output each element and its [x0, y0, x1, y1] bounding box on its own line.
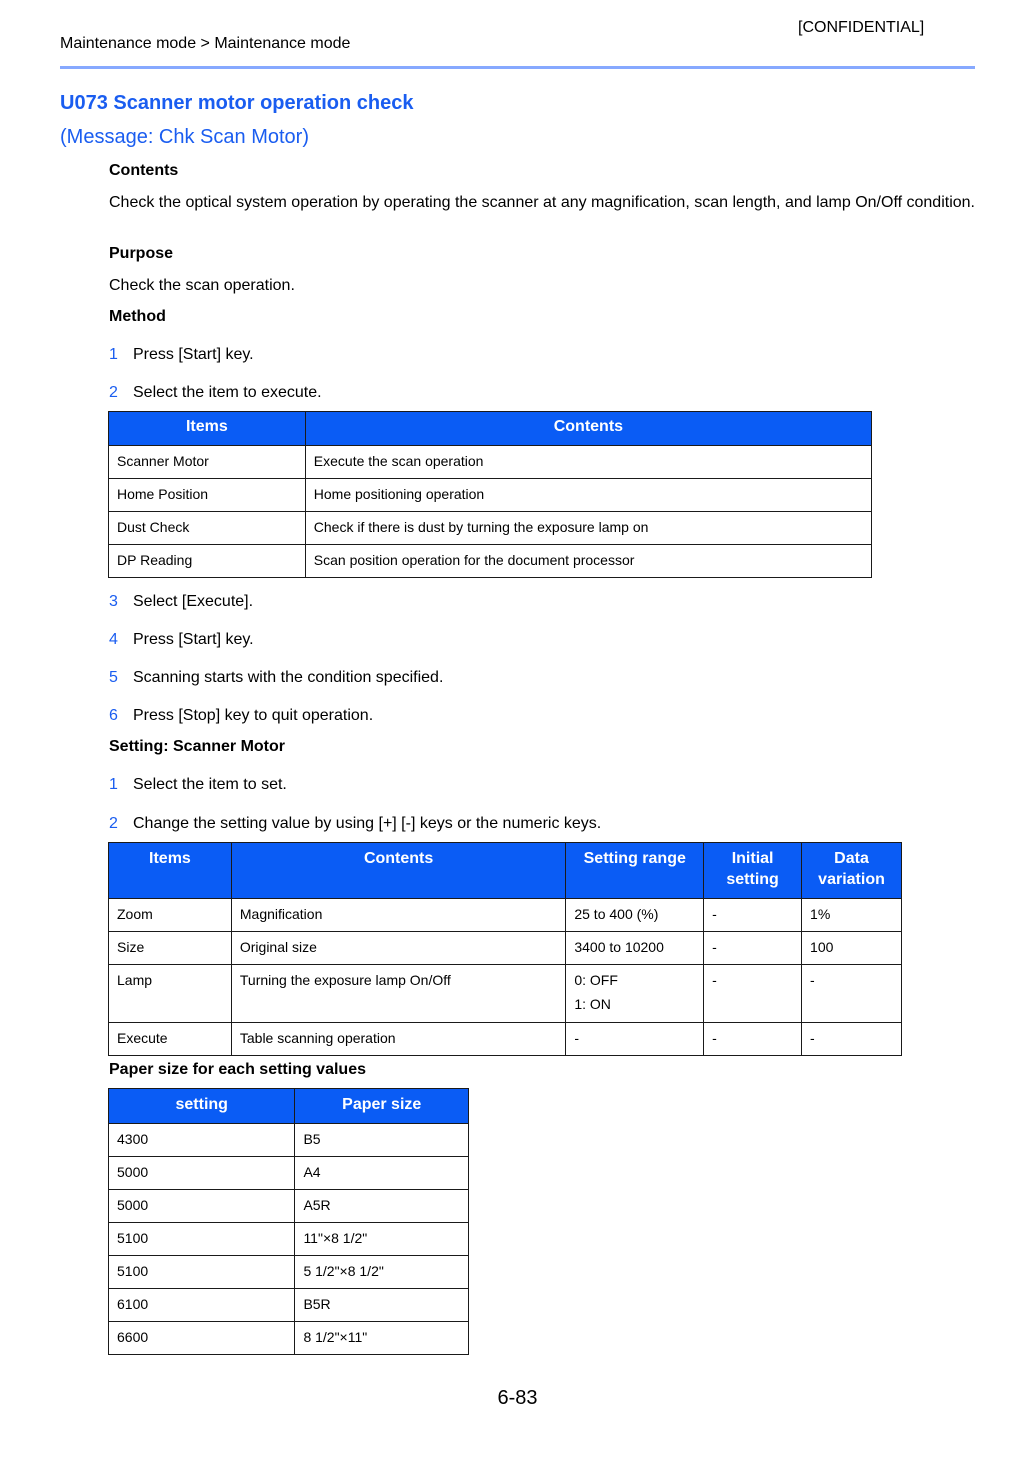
table-cell: Table scanning operation	[231, 1023, 565, 1056]
table-header-row	[109, 412, 872, 446]
table-row	[109, 1289, 469, 1322]
table-cell: Execute the scan operation	[305, 446, 871, 479]
step-number: 4	[109, 631, 118, 648]
table-row	[109, 965, 902, 1023]
step-text: Select the item to execute.	[133, 384, 322, 401]
table-row	[109, 545, 872, 578]
header-line: setting	[726, 871, 779, 888]
table-header-row	[109, 1089, 469, 1124]
table-cell: 5000	[109, 1190, 295, 1223]
table-cell: 5000	[109, 1157, 295, 1190]
table-cell: Check if there is dust by turning the exposure lamp on	[305, 512, 871, 545]
table-header-cell: Items	[109, 412, 306, 446]
table-header-cell: Paper size	[295, 1089, 469, 1124]
step-text: Press [Stop] key to quit operation.	[133, 707, 374, 724]
table-cell: -	[704, 932, 802, 965]
table-cell: 25 to 400 (%)	[566, 899, 704, 932]
table-cell: A4	[295, 1157, 469, 1190]
table-cell	[566, 965, 704, 1023]
table-header-cell: Contents	[305, 412, 871, 446]
setting-heading: Setting: Scanner Motor	[109, 738, 286, 755]
page-number: 6-83	[497, 1387, 538, 1409]
step-number: 2	[109, 384, 118, 401]
table-header-cell: Contents	[231, 843, 565, 899]
method-heading: Method	[109, 308, 166, 325]
table-cell: DP Reading	[109, 545, 306, 578]
table-row	[109, 1023, 902, 1056]
header-divider	[60, 66, 975, 69]
page-title: U073 Scanner motor operation check	[60, 92, 414, 114]
table-cell: Size	[109, 932, 232, 965]
table-cell: Scanner Motor	[109, 446, 306, 479]
contents-text: Check the optical system operation by operating the scanner at any magnification, scan length, and lamp On/Off condition.	[109, 194, 975, 211]
table-cell: 5100	[109, 1256, 295, 1289]
setting-table	[108, 842, 902, 1056]
table-row	[109, 899, 902, 932]
method-step	[109, 384, 322, 402]
table-header-cell: Items	[109, 843, 232, 899]
page-subtitle: (Message: Chk Scan Motor)	[60, 126, 309, 148]
table-cell: 11"×8 1/2"	[295, 1223, 469, 1256]
method-step	[109, 593, 253, 611]
step-number: 1	[109, 346, 118, 363]
table-header-cell	[704, 843, 802, 899]
step-number: 3	[109, 593, 118, 610]
table-cell: Magnification	[231, 899, 565, 932]
table-cell: B5	[295, 1124, 469, 1157]
table-row	[109, 1256, 469, 1289]
method-step	[109, 631, 254, 649]
method-step	[109, 669, 443, 687]
table-cell: 3400 to 10200	[566, 932, 704, 965]
table-header-row	[109, 843, 902, 899]
step-number: 1	[109, 776, 118, 793]
table-cell: A5R	[295, 1190, 469, 1223]
table-header-cell	[802, 843, 902, 899]
paper-size-heading: Paper size for each setting values	[109, 1061, 366, 1078]
table-row	[109, 512, 872, 545]
paper-size-table	[108, 1088, 469, 1355]
step-text: Press [Start] key.	[133, 631, 254, 648]
purpose-text: Check the scan operation.	[109, 277, 295, 294]
table-row	[109, 1223, 469, 1256]
table-cell: Zoom	[109, 899, 232, 932]
breadcrumb: Maintenance mode > Maintenance mode	[60, 35, 351, 52]
step-number: 2	[109, 815, 118, 832]
confidential-label: [CONFIDENTIAL]	[798, 19, 925, 36]
table-cell: 5 1/2"×8 1/2"	[295, 1256, 469, 1289]
table-cell: Dust Check	[109, 512, 306, 545]
step-text: Scanning starts with the condition specified.	[133, 669, 444, 686]
table-cell: 6600	[109, 1322, 295, 1355]
setting-step	[109, 815, 601, 833]
table-cell: B5R	[295, 1289, 469, 1322]
execute-items-table	[108, 411, 872, 578]
table-cell: Execute	[109, 1023, 232, 1056]
table-cell: 1%	[802, 899, 902, 932]
setting-step	[109, 776, 287, 794]
table-cell: -	[802, 1023, 902, 1056]
step-text: Press [Start] key.	[133, 346, 254, 363]
step-text: Select [Execute].	[133, 593, 254, 610]
table-row	[109, 479, 872, 512]
table-cell: 8 1/2"×11"	[295, 1322, 469, 1355]
table-header-cell: Setting range	[566, 843, 704, 899]
table-cell: Original size	[231, 932, 565, 965]
step-text: Select the item to set.	[133, 776, 287, 793]
table-row	[109, 446, 872, 479]
table-cell: Scan position operation for the document processor	[305, 545, 871, 578]
method-step	[109, 346, 254, 364]
table-cell: 4300	[109, 1124, 295, 1157]
header-line: Data	[834, 850, 869, 867]
step-text: Change the setting value by using [+] [-] keys or the numeric keys.	[133, 815, 602, 832]
header-line: Initial	[731, 850, 774, 867]
table-cell: -	[704, 1023, 802, 1056]
table-row	[109, 1190, 469, 1223]
step-number: 6	[109, 707, 118, 724]
table-row	[109, 1157, 469, 1190]
step-number: 5	[109, 669, 118, 686]
table-cell: 5100	[109, 1223, 295, 1256]
range-line: 0: OFF	[574, 972, 618, 988]
table-cell: Home Position	[109, 479, 306, 512]
table-cell: Home positioning operation	[305, 479, 871, 512]
table-row	[109, 1322, 469, 1355]
table-row	[109, 1124, 469, 1157]
range-line: 1: ON	[574, 996, 611, 1012]
table-cell: 100	[802, 932, 902, 965]
method-step	[109, 707, 373, 725]
table-header-cell: setting	[109, 1089, 295, 1124]
table-cell: -	[704, 899, 802, 932]
table-cell: Lamp	[109, 965, 232, 1023]
table-cell: Turning the exposure lamp On/Off	[231, 965, 565, 1023]
table-cell: -	[704, 965, 802, 1023]
contents-heading: Contents	[109, 162, 179, 179]
header-line: variation	[818, 871, 885, 888]
purpose-heading: Purpose	[109, 245, 174, 262]
table-row	[109, 932, 902, 965]
table-cell: -	[566, 1023, 704, 1056]
table-cell: -	[802, 965, 902, 1023]
table-cell: 6100	[109, 1289, 295, 1322]
